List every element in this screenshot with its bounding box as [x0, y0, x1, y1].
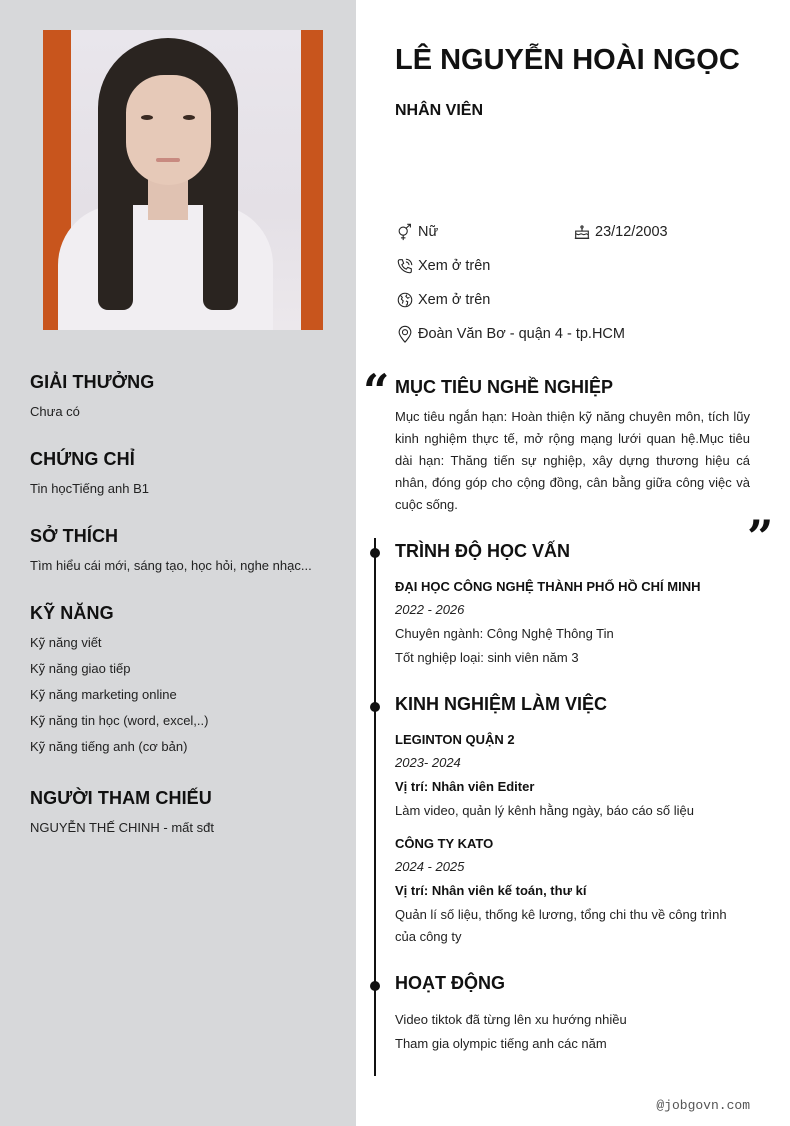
job-description: Làm video, quản lý kênh hằng ngày, báo cáo số liệu — [395, 803, 694, 818]
close-quote-icon: ” — [747, 510, 774, 564]
skill-item: Kỹ năng tiếng anh (cơ bản) — [30, 739, 188, 754]
skill-item: Kỹ năng marketing online — [30, 687, 177, 702]
experience-title: KINH NGHIỆM LÀM VIỆC — [395, 694, 608, 714]
hobbies-item: Tìm hiểu cái mới, sáng tạo, học hỏi, nghe nhạc... — [30, 558, 312, 573]
timeline-dot — [370, 981, 380, 991]
activity-item: Tham gia olympic tiếng anh các năm — [395, 1036, 607, 1051]
photo-face — [126, 75, 211, 185]
gender-icon — [395, 222, 415, 242]
address-info — [395, 324, 625, 344]
awards-section — [30, 372, 340, 425]
phone-info — [395, 256, 490, 276]
job-position: Vị trí: Nhân viên kế toán, thư kí — [395, 883, 587, 898]
photo-eye-left — [141, 115, 153, 120]
candidate-name: LÊ NGUYỄN HOÀI NGỌC — [395, 44, 740, 76]
education-period: 2022 - 2026 — [395, 602, 465, 617]
job-period: 2023- 2024 — [395, 755, 461, 770]
candidate-role: NHÂN VIÊN — [395, 102, 484, 119]
open-quote-icon: “ — [363, 364, 390, 418]
birthday-cake-icon — [572, 222, 592, 242]
references-title: NGƯỜI THAM CHIẾU — [30, 788, 212, 808]
objective-title: MỤC TIÊU NGHỀ NGHIỆP — [395, 377, 614, 397]
activity-item: Video tiktok đã từng lên xu hướng nhiều — [395, 1012, 627, 1027]
timeline-line — [374, 538, 376, 1076]
birthday-info — [572, 222, 668, 242]
birthday-value: 23/12/2003 — [595, 224, 668, 240]
skill-item: Kỹ năng giao tiếp — [30, 661, 131, 676]
certificates-item: Tin họcTiếng anh B1 — [30, 481, 149, 496]
watermark: @jobgovn.com — [656, 1098, 750, 1113]
phone-icon — [395, 256, 415, 276]
job-company: CÔNG TY KATO — [395, 836, 494, 851]
photo-eye-right — [183, 115, 195, 120]
location-pin-icon — [395, 324, 415, 344]
address-value: Đoàn Văn Bơ - quận 4 - tp.HCM — [418, 326, 625, 342]
skill-item: Kỹ năng tin học (word, excel,..) — [30, 713, 209, 728]
reference-item: NGUYỄN THẾ CHINH - mất sđt — [30, 820, 214, 835]
skills-title: KỸ NĂNG — [30, 603, 114, 623]
hobbies-title: SỞ THÍCH — [30, 526, 119, 546]
gender-info — [395, 222, 438, 242]
gender-value: Nữ — [418, 224, 439, 240]
skill-item: Kỹ năng viết — [30, 635, 102, 650]
activities-title: HOẠT ĐỘNG — [395, 973, 505, 993]
job-period: 2024 - 2025 — [395, 859, 465, 874]
job-position: Vị trí: Nhân viên Editer — [395, 779, 535, 794]
job-description: Quản lí số liệu, thống kê lương, tổng chi thu về công trình của công ty — [395, 907, 727, 944]
awards-item: Chưa có — [30, 404, 80, 419]
website-value: Xem ở trên — [418, 292, 491, 308]
certificates-title: CHỨNG CHỈ — [30, 449, 135, 469]
globe-icon — [395, 290, 415, 310]
awards-title: GIẢI THƯỞNG — [30, 372, 155, 392]
skills-section — [30, 603, 340, 760]
photo-mouth — [156, 158, 180, 162]
profile-photo — [43, 30, 323, 330]
skills-list — [30, 630, 340, 760]
objective-text: Mục tiêu ngắn hạn: Hoàn thiện kỹ năng chuyên môn, tích lũy kinh nghiệm thực tế, mở rộng mạng lưới quan hệ.Mục tiêu dài hạn: Thăng tiến sự nghiệp, xây dựng thương hiệu cá nhân, đóng góp cho cộng đồng, cân bằng giữa công việc và cuộc sống. — [395, 409, 750, 512]
education-school: ĐẠI HỌC CÔNG NGHỆ THÀNH PHỐ HỒ CHÍ MINH — [395, 579, 701, 594]
references-section — [30, 788, 340, 841]
timeline-dot — [370, 548, 380, 558]
certificates-section — [30, 449, 340, 502]
job-company: LEGINTON QUẬN 2 — [395, 732, 515, 747]
hobbies-section — [30, 526, 340, 579]
photo-shirt — [58, 205, 273, 330]
education-major: Chuyên ngành: Công Nghệ Thông Tin — [395, 626, 614, 641]
phone-value: Xem ở trên — [418, 258, 491, 274]
education-grade: Tốt nghiệp loại: sinh viên năm 3 — [395, 650, 579, 665]
website-info — [395, 290, 490, 310]
education-title: TRÌNH ĐỘ HỌC VẤN — [395, 541, 570, 561]
timeline-dot — [370, 702, 380, 712]
